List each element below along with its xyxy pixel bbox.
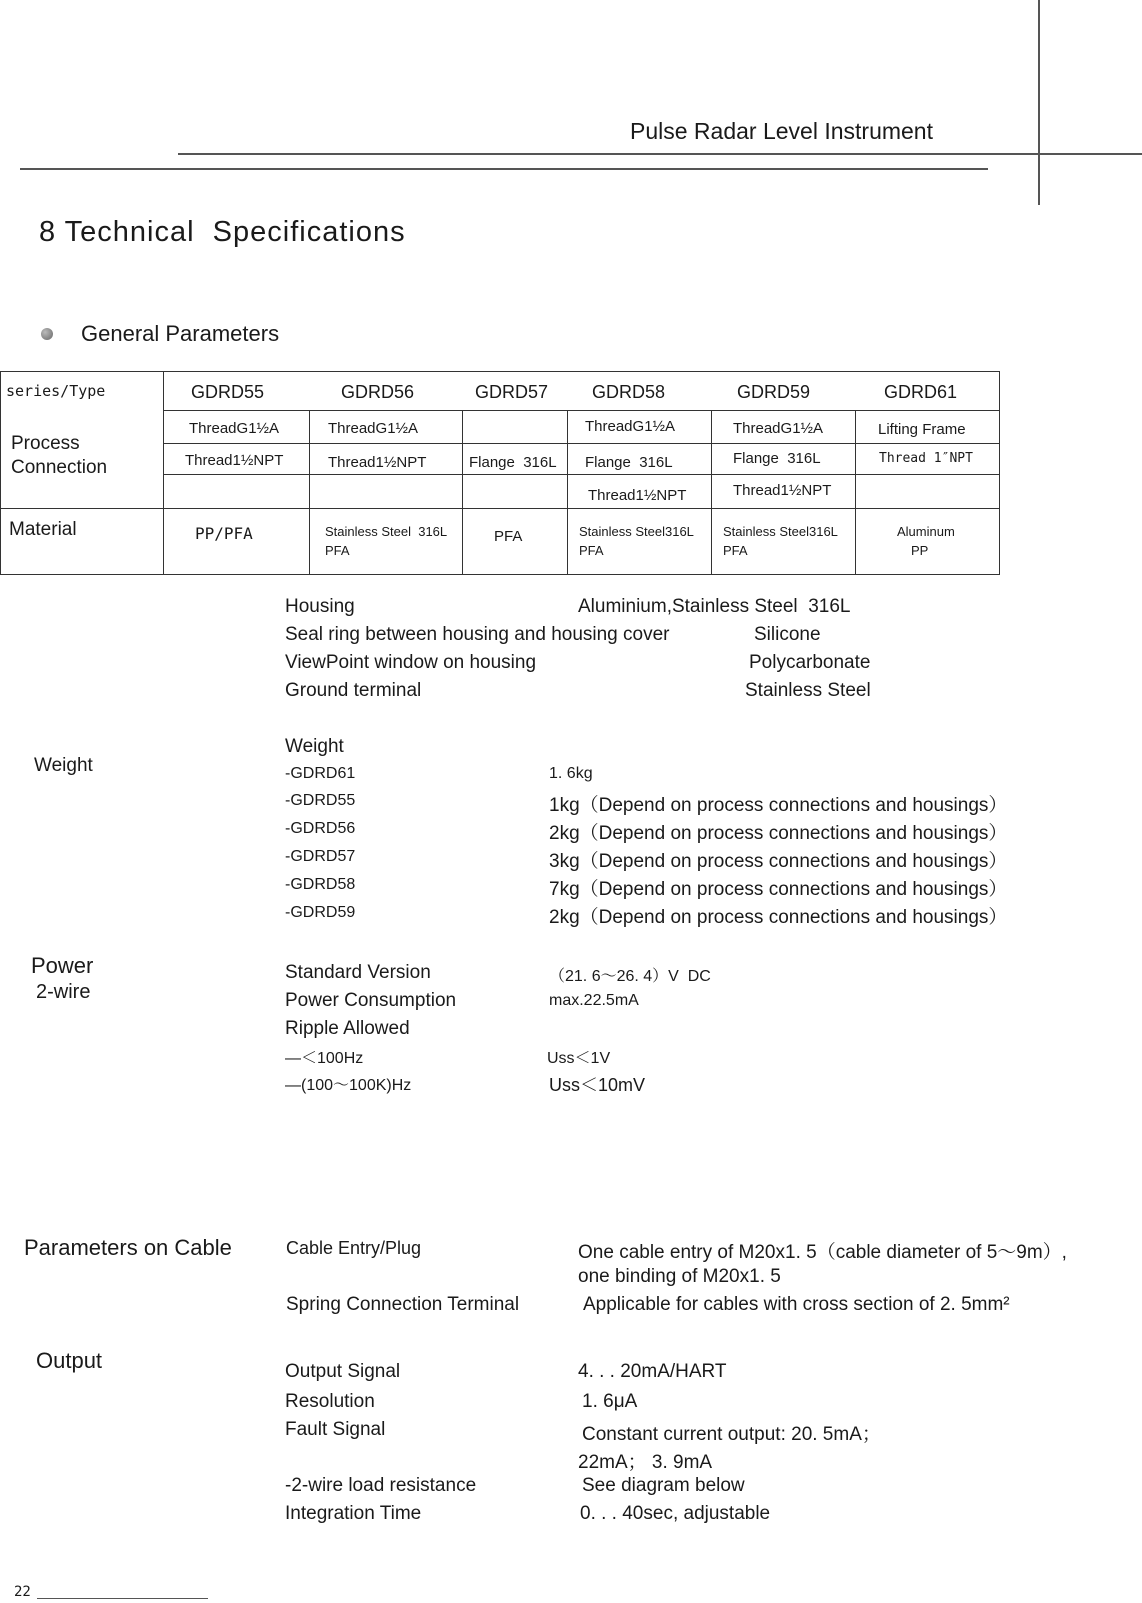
output-row-label: Output Signal	[285, 1361, 401, 1382]
housing-label: Housing	[285, 596, 355, 617]
table-header-label: series/Type	[6, 382, 106, 400]
weight-row-value: 1kg（Depend on process connections and housings）	[549, 795, 1008, 816]
housing-value: Aluminium,Stainless Steel 316L	[578, 596, 851, 617]
material-gdrd59-2: PFA	[723, 543, 748, 558]
output-row-label: Integration Time	[285, 1503, 422, 1524]
output-row-value: 0. . . 40sec, adjustable	[580, 1503, 771, 1524]
weight-row-model: -GDRD56	[285, 820, 356, 837]
model-header-gdrd59: GDRD59	[737, 382, 811, 402]
output-row-value: 4. . . 20mA/HART	[578, 1361, 727, 1382]
output-row-label: -2-wire load resistance	[285, 1475, 477, 1496]
seal-ring-value: Silicone	[754, 624, 821, 645]
power-row-label: —＜100Hz	[285, 1050, 364, 1067]
material-gdrd56-2: PFA	[325, 543, 350, 558]
power-row-label: —(100～100K)Hz	[285, 1077, 412, 1094]
model-header-gdrd61: GDRD61	[884, 382, 958, 402]
output-row-value: 1. 6μA	[582, 1391, 638, 1412]
header-title: Pulse Radar Level Instrument	[630, 118, 933, 144]
model-header-gdrd57: GDRD57	[475, 382, 549, 402]
material-gdrd56-1: Stainless Steel 316L	[325, 524, 448, 539]
weight-row-model: -GDRD59	[285, 904, 356, 921]
power-section-label: Power	[31, 953, 94, 978]
weight-row-value: 2kg（Depend on process connections and housings）	[549, 823, 1008, 844]
section-title: 8 Technical Specifications	[39, 216, 406, 248]
ground-terminal-value: Stainless Steel	[745, 680, 871, 701]
cable-row-value-cont: one binding of M20x1. 5	[578, 1266, 781, 1287]
pc-gdrd56-2: Thread1½NPT	[328, 454, 427, 471]
pc-gdrd55-2: Thread1½NPT	[185, 452, 284, 469]
cable-section-label: Parameters on Cable	[24, 1235, 232, 1260]
weight-row-model: -GDRD61	[285, 765, 356, 782]
power-row-label: Power Consumption	[285, 990, 457, 1011]
pc-gdrd58-2: Flange 316L	[585, 454, 673, 471]
power-row-label: Ripple Allowed	[285, 1018, 410, 1039]
material-gdrd57: PFA	[494, 528, 523, 545]
output-row-value: See diagram below	[582, 1475, 745, 1496]
weight-row-value: 3kg（Depend on process connections and housings）	[549, 851, 1008, 872]
weight-row-model: -GDRD57	[285, 848, 356, 865]
footer-rule	[37, 1598, 208, 1599]
ground-terminal-label: Ground terminal	[285, 680, 422, 701]
pc-gdrd58-3: Thread1½NPT	[588, 487, 687, 504]
cable-row-label: Spring Connection Terminal	[286, 1294, 520, 1315]
viewpoint-window-value: Polycarbonate	[749, 652, 871, 673]
cable-row-value: Applicable for cables with cross section of 2. 5mm²	[583, 1294, 1010, 1315]
material-gdrd58-2: PFA	[579, 543, 604, 558]
cable-row-value: One cable entry of M20x1. 5（cable diameter of 5～9m）,	[578, 1242, 1067, 1263]
power-row-label: Standard Version	[285, 962, 431, 983]
model-header-gdrd55: GDRD55	[191, 382, 265, 402]
bullet-icon	[41, 328, 53, 340]
page-number: 22	[14, 1584, 31, 1600]
model-header-gdrd58: GDRD58	[592, 382, 666, 402]
weight-row-value: 2kg（Depend on process connections and housings）	[549, 907, 1008, 928]
power-section-sublabel: 2-wire	[36, 981, 91, 1003]
power-row-value: Uss＜10mV	[549, 1075, 646, 1095]
pc-gdrd61-1: Lifting Frame	[878, 421, 966, 438]
viewpoint-window-label: ViewPoint window on housing	[285, 652, 537, 673]
weight-row-model: -GDRD58	[285, 876, 356, 893]
material-gdrd61-2: PP	[911, 543, 929, 558]
pc-gdrd55-1: ThreadG1½A	[189, 420, 280, 437]
weight-row-model: -GDRD55	[285, 792, 356, 809]
cable-row-label: Cable Entry/Plug	[286, 1238, 422, 1258]
pc-gdrd57-1: Flange 316L	[469, 454, 557, 471]
material-label: Material	[9, 519, 77, 540]
pc-gdrd61-2: Thread 1″NPT	[879, 451, 973, 466]
header-rule-vertical	[1038, 0, 1040, 205]
material-gdrd59-1: Stainless Steel316L	[723, 524, 838, 539]
pc-gdrd59-1: ThreadG1½A	[733, 420, 824, 437]
power-row-value: max.22.5mA	[549, 992, 639, 1009]
output-row-label: Fault Signal	[285, 1419, 386, 1440]
weight-section-label: Weight	[34, 755, 93, 776]
pc-gdrd56-1: ThreadG1½A	[328, 420, 419, 437]
output-row-value: Constant current output: 20. 5mA；	[582, 1424, 881, 1445]
power-row-value: Uss＜1V	[547, 1050, 611, 1067]
seal-ring-label: Seal ring between housing and housing cover	[285, 624, 670, 645]
output-section-label: Output	[36, 1348, 103, 1373]
pc-gdrd59-2: Flange 316L	[733, 450, 821, 467]
pc-gdrd58-1: ThreadG1½A	[585, 418, 676, 435]
material-gdrd58-1: Stainless Steel316L	[579, 524, 694, 539]
weight-row-value: 7kg（Depend on process connections and housings）	[549, 879, 1008, 900]
weight-row-value: 1. 6kg	[549, 765, 593, 782]
output-row-value-cont: 22mA； 3. 9mA	[578, 1452, 713, 1473]
material-gdrd61-1: Aluminum	[897, 524, 955, 539]
section-subtitle: General Parameters	[81, 321, 280, 346]
model-header-gdrd56: GDRD56	[341, 382, 415, 402]
header-rule-top	[178, 153, 1142, 155]
material-gdrd55: PP/PFA	[195, 524, 253, 543]
pc-gdrd59-3: Thread1½NPT	[733, 482, 832, 499]
process-connection-label: Process Connection	[11, 433, 108, 478]
weight-title: Weight	[285, 736, 344, 757]
output-row-label: Resolution	[285, 1391, 375, 1412]
header-rule-bottom	[20, 168, 988, 170]
power-row-value: （21. 6～26. 4）V DC	[549, 968, 711, 985]
